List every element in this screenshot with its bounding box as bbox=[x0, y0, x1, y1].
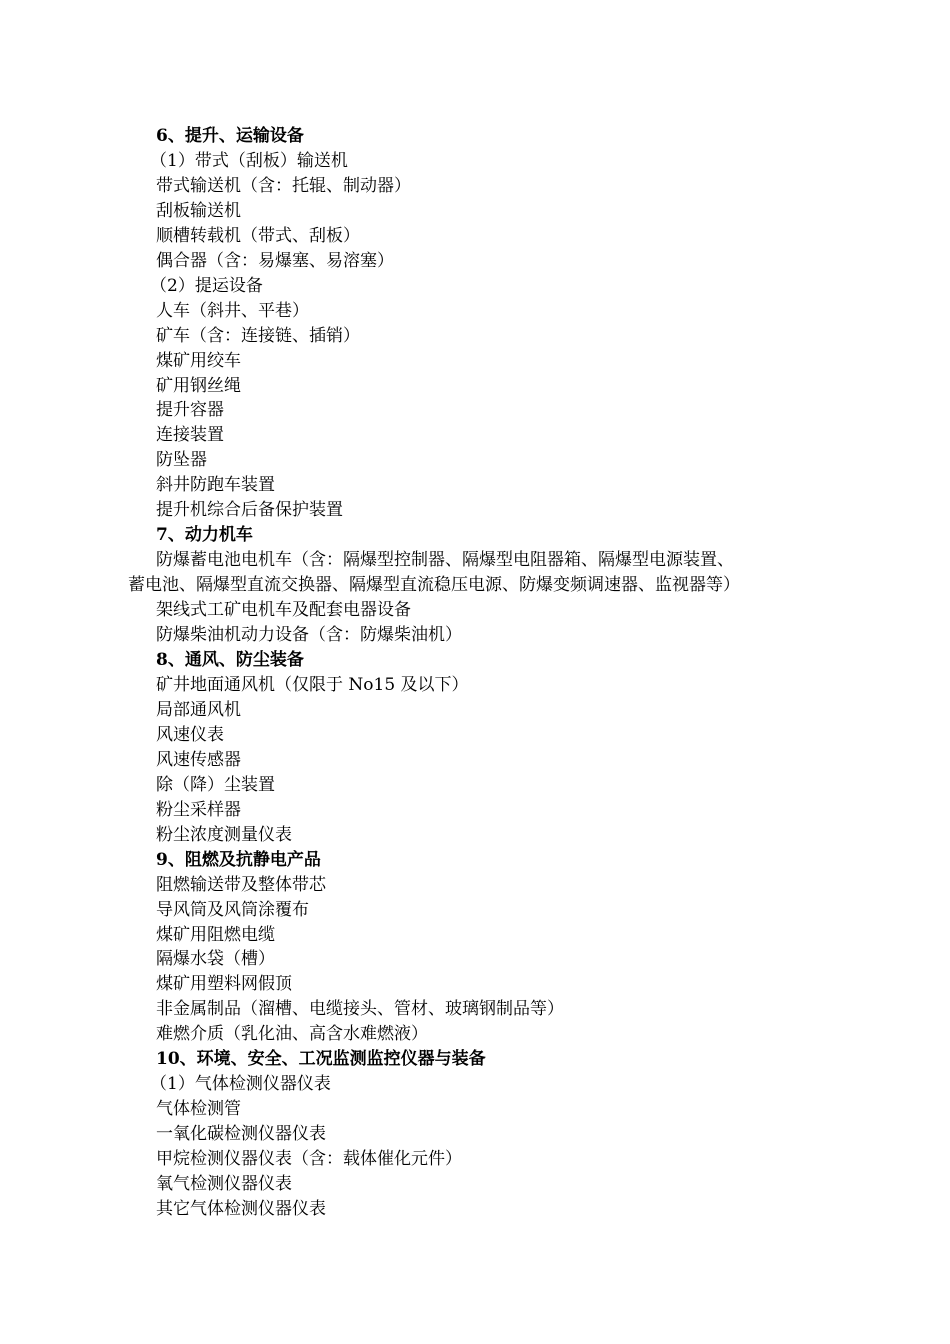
list-item: 偶合器（含：易爆塞、易溶塞） bbox=[156, 250, 394, 271]
list-item: 矿用钢丝绳 bbox=[156, 375, 241, 396]
list-item: 蓄电池、隔爆型直流交换器、隔爆型直流稳压电源、防爆变频调速器、监视器等） bbox=[128, 575, 740, 596]
list-item: 人车（斜井、平巷） bbox=[156, 300, 309, 321]
list-item: 矿井地面通风机（仅限于 No15 及以下） bbox=[156, 674, 469, 695]
list-item: 提升容器 bbox=[156, 400, 224, 421]
list-item: 气体检测管 bbox=[156, 1099, 241, 1120]
list-item: 顺槽转载机（带式、刮板） bbox=[156, 225, 360, 246]
section-heading: 7、动力机车 bbox=[156, 525, 253, 546]
list-item: 提升机综合后备保护装置 bbox=[156, 500, 343, 521]
list-item: 粉尘采样器 bbox=[156, 799, 241, 820]
section-heading: 10、环境、安全、工况监测监控仪器与装备 bbox=[156, 1049, 486, 1070]
list-item: 矿车（含：连接链、插销） bbox=[156, 325, 360, 346]
list-item: 氧气检测仪器仪表 bbox=[156, 1174, 292, 1195]
list-item: 防坠器 bbox=[156, 450, 207, 471]
list-item: 粉尘浓度测量仪表 bbox=[156, 824, 292, 845]
document-body bbox=[128, 124, 828, 1222]
list-item: 一氧化碳检测仪器仪表 bbox=[156, 1124, 326, 1145]
list-item: 隔爆水袋（槽） bbox=[156, 949, 275, 970]
section-heading: 6、提升、运输设备 bbox=[156, 126, 304, 146]
list-item: 架线式工矿电机车及配套电器设备 bbox=[156, 600, 411, 621]
list-item: 防爆柴油机动力设备（含：防爆柴油机） bbox=[156, 625, 462, 646]
list-item: 带式输送机（含：托辊、制动器） bbox=[156, 175, 411, 196]
list-item: 煤矿用塑料网假顶 bbox=[156, 974, 292, 995]
list-item: 连接装置 bbox=[156, 425, 224, 446]
list-item: 难燃介质（乳化油、高含水难燃液） bbox=[156, 1024, 428, 1045]
list-item: 斜井防跑车装置 bbox=[156, 475, 275, 496]
list-item: 导风筒及风筒涂覆布 bbox=[156, 899, 309, 920]
list-item: 煤矿用阻燃电缆 bbox=[156, 924, 275, 945]
list-item: 风速传感器 bbox=[156, 749, 241, 770]
list-item: 刮板输送机 bbox=[156, 200, 241, 221]
section-heading: 8、通风、防尘装备 bbox=[156, 650, 304, 671]
list-item: 阻燃输送带及整体带芯 bbox=[156, 874, 326, 895]
list-item: 非金属制品（溜槽、电缆接头、管材、玻璃钢制品等） bbox=[156, 999, 564, 1020]
subsection-heading: （1）气体检测仪器仪表 bbox=[150, 1074, 331, 1095]
subsection-heading: （1）带式（刮板）输送机 bbox=[150, 150, 348, 171]
list-item: 甲烷检测仪器仪表（含：载体催化元件） bbox=[156, 1149, 462, 1170]
list-item: 风速仪表 bbox=[156, 724, 224, 745]
list-item: 局部通风机 bbox=[156, 699, 241, 720]
list-item: 除（降）尘装置 bbox=[156, 774, 275, 795]
list-item: 其它气体检测仪器仪表 bbox=[156, 1198, 326, 1219]
subsection-heading: （2）提运设备 bbox=[150, 275, 263, 296]
list-item: 防爆蓄电池电机车（含：隔爆型控制器、隔爆型电阻器箱、隔爆型电源装置、 bbox=[156, 550, 734, 571]
list-item: 煤矿用绞车 bbox=[156, 350, 241, 371]
section-heading: 9、阻燃及抗静电产品 bbox=[156, 849, 321, 870]
